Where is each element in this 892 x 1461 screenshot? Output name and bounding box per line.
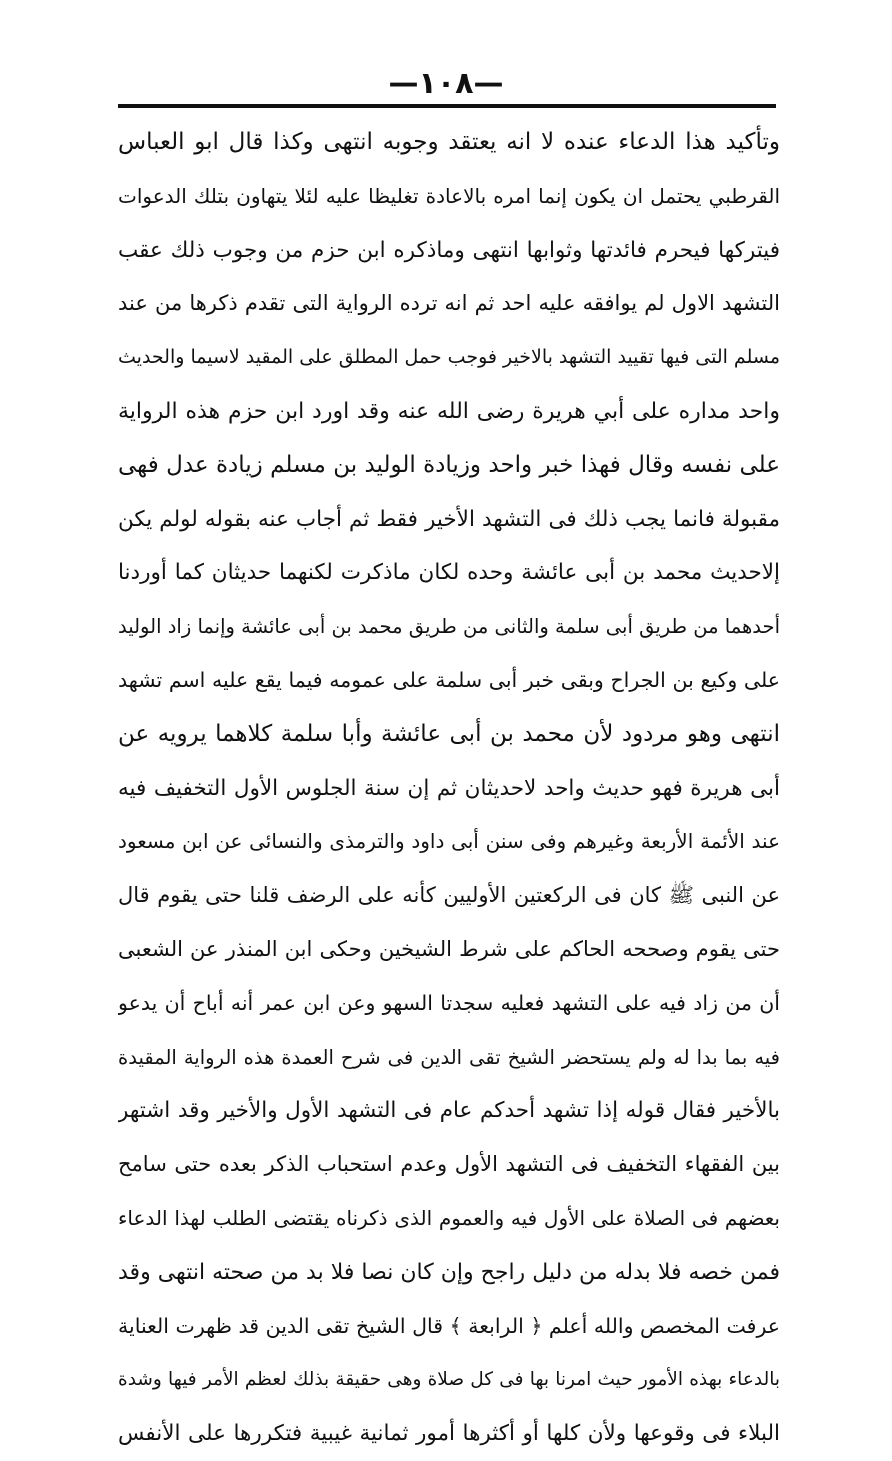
text-line: أن من زاد فيه على التشهد فعليه سجدتا السهو وعن ابن عمر أنه أباح أن يدعو <box>118 990 780 1015</box>
text-line: وتأكيد هذا الدعاء عنده لا انه يعتقد وجوبه انتهى وكذا قال ابو العباس <box>118 129 780 155</box>
text-line: أحدهما من طريق أبى سلمة والثانى من طريق محمد بن أبى عائشة وإنما زاد الوليد <box>118 615 780 639</box>
arabic-body-text <box>118 116 780 1461</box>
page-number: —١٠٨— <box>388 66 504 101</box>
text-line: بالدعاء بهذه الأمور حيث امرنا بها فى كل صلاة وهى حقيقة بذلك لعظم الأمر فيها وشدة <box>118 1369 780 1391</box>
text-line: على وكيع بن الجراح وبقى خبر أبى سلمة على عمومه فيما يقع عليه اسم تشهد <box>118 667 780 692</box>
text-line: فمن خصه فلا بدله من دليل راجح وإن كان نصا فلا بد من صحته انتهى وقد <box>118 1259 780 1285</box>
text-line: حتى يقوم وصححه الحاكم على شرط الشيخين وحكى ابن المنذر عن الشعبى <box>118 936 780 961</box>
text-line: إلاحديث محمد بن أبى عائشة وحده لكان ماذكرت لكنهما حديثان كما أوردنا <box>118 560 780 586</box>
text-line: بالأخير فقال قوله إذا تشهد أحدكم عام فى التشهد الأول والأخير وقد اشتهر <box>118 1098 780 1124</box>
text-line: القرطبي يحتمل ان يكون إنما امره بالاعادة تغليظا عليه لئلا يتهاون بتلك الدعوات <box>118 183 780 208</box>
text-line: على نفسه وقال فهذا خبر واحد وزيادة الوليد بن مسلم زيادة عدل فهى <box>118 451 780 478</box>
text-line: انتهى وهو مردود لأن محمد بن أبى عائشة وأبا سلمة كلاهما يرويه عن <box>118 720 780 747</box>
text-line: بعضهم فى الصلاة على الأول فيه والعموم الذى ذكرناه يقتضى الطلب لهذا الدعاء <box>118 1205 780 1230</box>
header-rule <box>118 104 776 108</box>
text-line: واحد مداره على أبي هريرة رضى الله عنه وقد اورد ابن حزم هذه الرواية <box>118 398 780 424</box>
text-line: بين الفقهاء التخفيف فى التشهد الأول وعدم استحباب الذكر بعده حتى سامح <box>118 1152 780 1177</box>
text-line: أبى هريرة فهو حديث واحد لاحديثان ثم إن سنة الجلوس الأول التخفيف فيه <box>118 775 780 801</box>
text-line: مسلم التى فيها تقييد التشهد بالاخير فوجب حمل المطلق على المقيد لاسيما والحديث <box>118 346 780 369</box>
text-line: عند الأئمة الأربعة وغيرهم وفى سنن أبى داود والترمذى والنسائى عن ابن مسعود <box>118 829 780 854</box>
text-line: عرفت المخصص والله أعلم ﴿ الرابعة ﴾ قال الشيخ تقى الدين قد ظهرت العناية <box>118 1313 780 1338</box>
text-line: عن النبى ﷺ كان فى الركعتين الأوليين كأنه على الرضف قلنا حتى يقوم قال <box>118 883 780 908</box>
text-line: فيتركها فيحرم فائدتها وثوابها انتهى وماذكره ابن حزم من وجوب ذلك عقب <box>118 237 780 263</box>
text-line: فيه بما بدا له ولم يستحضر الشيخ تقى الدين فى شرح العمدة هذه الرواية المقيدة <box>118 1045 780 1069</box>
text-line: التشهد الاول لم يوافقه عليه احد ثم انه ترده الرواية التى تقدم ذكرها من عند <box>118 291 780 316</box>
text-line: البلاء فى وقوعها ولأن كلها أو أكثرها أمور ثمانية غيبية فتكررها على الأنفس <box>118 1421 780 1447</box>
text-line: مقبولة فانما يجب ذلك فى التشهد الأخير فقط ثم أجاب عنه بقوله لولم يكن <box>118 506 780 532</box>
